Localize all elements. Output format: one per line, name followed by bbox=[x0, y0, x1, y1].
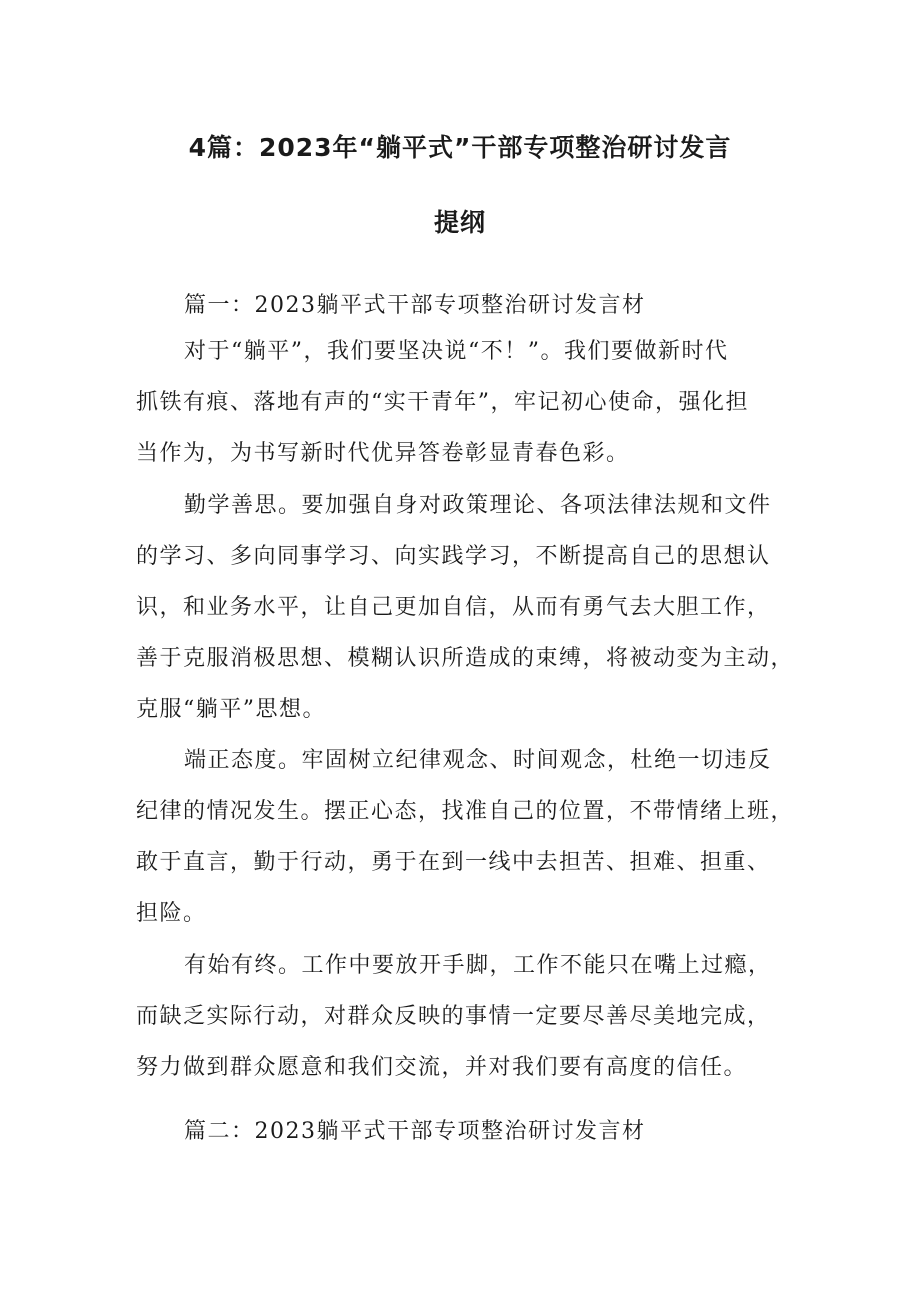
paragraph-line: 担险。 bbox=[136, 901, 207, 926]
paragraph-line: 而缺乏实际行动，对群众反映的事情一定要尽善尽美地完成， bbox=[136, 1004, 771, 1029]
section1-heading: 篇一：2023躺平式干部专项整治研讨发言材 bbox=[184, 293, 646, 318]
paragraph-line: 纪律的情况发生。摆正心态，找准自己的位置，不带情绪上班， bbox=[136, 799, 795, 824]
paragraph-line: 端正态度。牢固树立纪律观念、时间观念，杜绝一切违反 bbox=[184, 748, 772, 773]
paragraph-line: 抓铁有痕、落地有声的“实干青年”，牢记初心使命，强化担 bbox=[136, 390, 749, 415]
paragraph-1 bbox=[136, 326, 784, 479]
section2-heading-block bbox=[136, 1106, 784, 1157]
document-title-line1: 4篇：2023年“躺平式”干部专项整治研讨发言 bbox=[188, 133, 732, 162]
paragraph-line: 努力做到群众愿意和我们交流，并对我们要有高度的信任。 bbox=[136, 1055, 748, 1080]
section1-heading-block bbox=[136, 280, 784, 331]
paragraph-line: 善于克服消极思想、模糊认识所造成的束缚，将被动变为主动， bbox=[136, 646, 795, 671]
paragraph-line: 当作为，为书写新时代优异答卷彰显青春色彩。 bbox=[136, 441, 630, 466]
paragraph-line: 敢于直言，勤于行动，勇于在到一线中去担苦、担难、担重、 bbox=[136, 850, 771, 875]
paragraph-line: 识，和业务水平，让自己更加自信，从而有勇气去大胆工作， bbox=[136, 595, 771, 620]
paragraph-4 bbox=[136, 940, 784, 1093]
paragraph-line: 勤学善思。要加强自身对政策理论、各项法律法规和文件 bbox=[184, 493, 772, 518]
paragraph-3 bbox=[136, 735, 795, 939]
paragraph-line: 克服“躺平”思想。 bbox=[136, 697, 326, 722]
paragraph-line: 对于“躺平”，我们要坚决说“不！”。我们要做新时代 bbox=[184, 339, 729, 364]
document-title-line2: 提纲 bbox=[433, 208, 486, 237]
paragraph-line: 的学习、多向同事学习、向实践学习，不断提高自己的思想认 bbox=[136, 544, 771, 569]
paragraph-2 bbox=[136, 480, 795, 735]
section2-heading: 篇二：2023躺平式干部专项整治研讨发言材 bbox=[184, 1119, 646, 1144]
paragraph-line: 有始有终。工作中要放开手脚，工作不能只在嘴上过瘾， bbox=[184, 953, 772, 978]
